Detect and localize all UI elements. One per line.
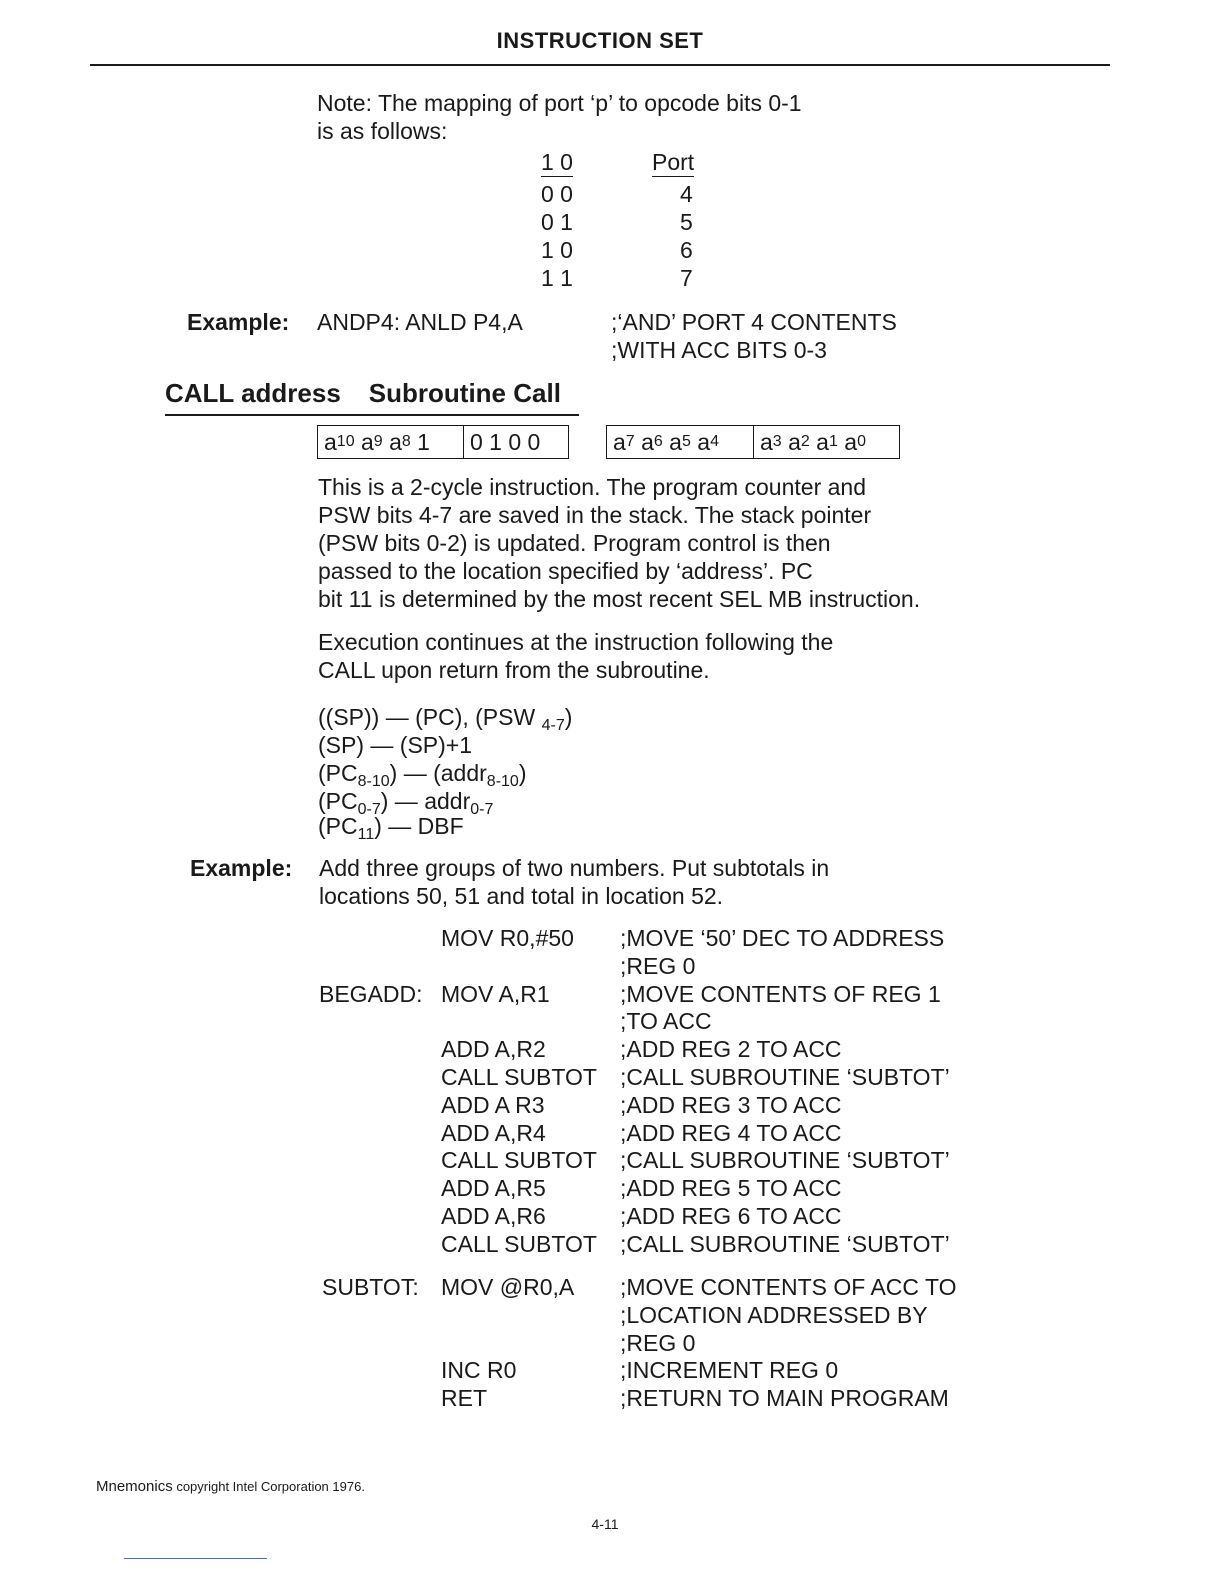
code-instruction: ADD A,R4 [441, 1119, 546, 1146]
operation-line: $(PC_{0-7})$ — addr$_{0-7}$ [318, 788, 494, 818]
example-2-desc-2: locations 50, 51 and total in location 52. [319, 883, 724, 909]
mapping-bits-cell: 0 1 [541, 209, 573, 235]
opcode-byte-2-low: a 3 a 2 a 1 a 0 [760, 428, 866, 455]
code-comment: ;TO ACC [620, 1008, 712, 1035]
description-line: This is a 2-cycle instruction. The program counter and [318, 474, 866, 500]
copyright-note: Mnemonics copyright Intel Corporation 1976. [96, 1478, 365, 1495]
code-comment: ;MOVE ‘50’ DEC TO ADDRESS [620, 925, 945, 951]
code-instruction: RET [441, 1385, 487, 1412]
section-divider [165, 414, 579, 416]
code-instruction: MOV @R0,A [441, 1274, 575, 1300]
code-comment: ;CALL SUBROUTINE ‘SUBTOT’ [620, 1147, 950, 1174]
description-line: (PSW bits 0-2) is updated. Program control is then [318, 530, 831, 556]
mapping-bits-cell: 0 0 [541, 181, 573, 207]
footer-rule [124, 1558, 267, 1559]
section-name: Subroutine Call [368, 378, 561, 408]
code-comment: ;LOCATION ADDRESSED BY [620, 1301, 928, 1328]
code-label: BEGADD: [319, 980, 423, 1007]
example-1-comment-1: ;‘AND’ PORT 4 CONTENTS [611, 309, 897, 335]
description-line: passed to the location specified by ‘address’. PC [318, 558, 813, 584]
mapping-port-cell: 4 [680, 181, 693, 207]
mapping-port-header: Port [652, 149, 695, 175]
description-line: CALL upon return from the subroutine. [318, 657, 710, 683]
code-instruction: ADD A,R2 [441, 1036, 546, 1063]
description-line: PSW bits 4-7 are saved in the stack. The stack pointer [318, 502, 872, 528]
code-comment: ;ADD REG 3 TO ACC [620, 1091, 842, 1118]
code-comment: ;CALL SUBROUTINE ‘SUBTOT’ [620, 1230, 950, 1257]
code-comment: ;RETURN TO MAIN PROGRAM [620, 1385, 949, 1412]
code-instruction: ADD A,R6 [441, 1203, 546, 1229]
example-1-label: Example: [187, 309, 290, 335]
opcode-byte-1-high: a 10 a 9 a 8 1 [324, 428, 430, 455]
header-divider [90, 64, 1110, 66]
mapping-port-cell: 7 [680, 265, 693, 291]
code-comment: ;MOVE CONTENTS OF REG 1 [620, 980, 941, 1007]
operation-line: ((SP)) — (PC), (PSW $_{4-7}$) [318, 704, 573, 734]
code-instruction: INC R0 [441, 1357, 517, 1384]
example-1-code: ANDP4: ANLD P4,A [317, 309, 523, 335]
code-label: SUBTOT: [322, 1274, 419, 1300]
code-instruction: CALL SUBTOT [441, 1064, 597, 1090]
description-line: Execution continues at the instruction following the [318, 629, 834, 655]
code-comment: ;INCREMENT REG 0 [620, 1357, 839, 1384]
code-instruction: MOV A,R1 [441, 980, 550, 1007]
note-line-1: Note: The mapping of port ‘p’ to opcode bits 0-1 [317, 90, 802, 116]
code-comment: ;ADD REG 4 TO ACC [620, 1119, 842, 1146]
code-instruction: CALL SUBTOT [441, 1230, 597, 1257]
code-instruction: MOV R0,#50 [441, 925, 574, 951]
code-instruction: ADD A,R5 [441, 1175, 546, 1202]
code-instruction: ADD A R3 [441, 1091, 545, 1118]
page-number: 4-11 [591, 1516, 619, 1532]
code-instruction: CALL SUBTOT [441, 1147, 597, 1174]
example-2-label: Example: [190, 855, 293, 881]
section-title [165, 378, 561, 409]
mapping-bits-header: 1 0 [541, 149, 573, 175]
mapping-port-cell: 6 [680, 237, 693, 263]
page-header-title: INSTRUCTION SET [496, 28, 704, 53]
description-line: bit 11 is determined by the most recent SEL MB instruction. [318, 586, 921, 612]
opcode-byte-1 [317, 425, 569, 459]
note-line-2: is as follows: [317, 118, 448, 144]
code-comment: ;REG 0 [620, 952, 696, 979]
mapping-port-cell: 5 [680, 209, 693, 235]
code-comment: ;REG 0 [620, 1329, 696, 1356]
opcode-byte-2 [606, 425, 900, 459]
example-2-desc-1: Add three groups of two numbers. Put subtotals in [319, 855, 830, 881]
example-1-comment-2: ;WITH ACC BITS 0-3 [611, 337, 827, 363]
opcode-byte-2-high: a 7 a 6 a 5 a 4 [613, 428, 719, 455]
section-mnemonic: CALL address [165, 378, 341, 408]
code-comment: ;MOVE CONTENTS OF ACC TO [620, 1274, 957, 1300]
mapping-bits-cell: 1 0 [541, 237, 573, 263]
opcode-byte-1-low: 0 1 0 0 [470, 428, 541, 455]
operation-line: $(PC_{11})$ — DBF [318, 813, 464, 843]
code-comment: ;ADD REG 2 TO ACC [620, 1036, 842, 1063]
code-comment: ;ADD REG 6 TO ACC [620, 1203, 842, 1229]
operation-line: (SP) — (SP)+1 [318, 732, 473, 758]
operation-line: $(PC_{8-10})$ — (addr$_{8-10}$) [318, 760, 527, 790]
code-comment: ;CALL SUBROUTINE ‘SUBTOT’ [620, 1064, 950, 1090]
mapping-bits-cell: 1 1 [541, 265, 573, 291]
code-comment: ;ADD REG 5 TO ACC [620, 1175, 842, 1202]
